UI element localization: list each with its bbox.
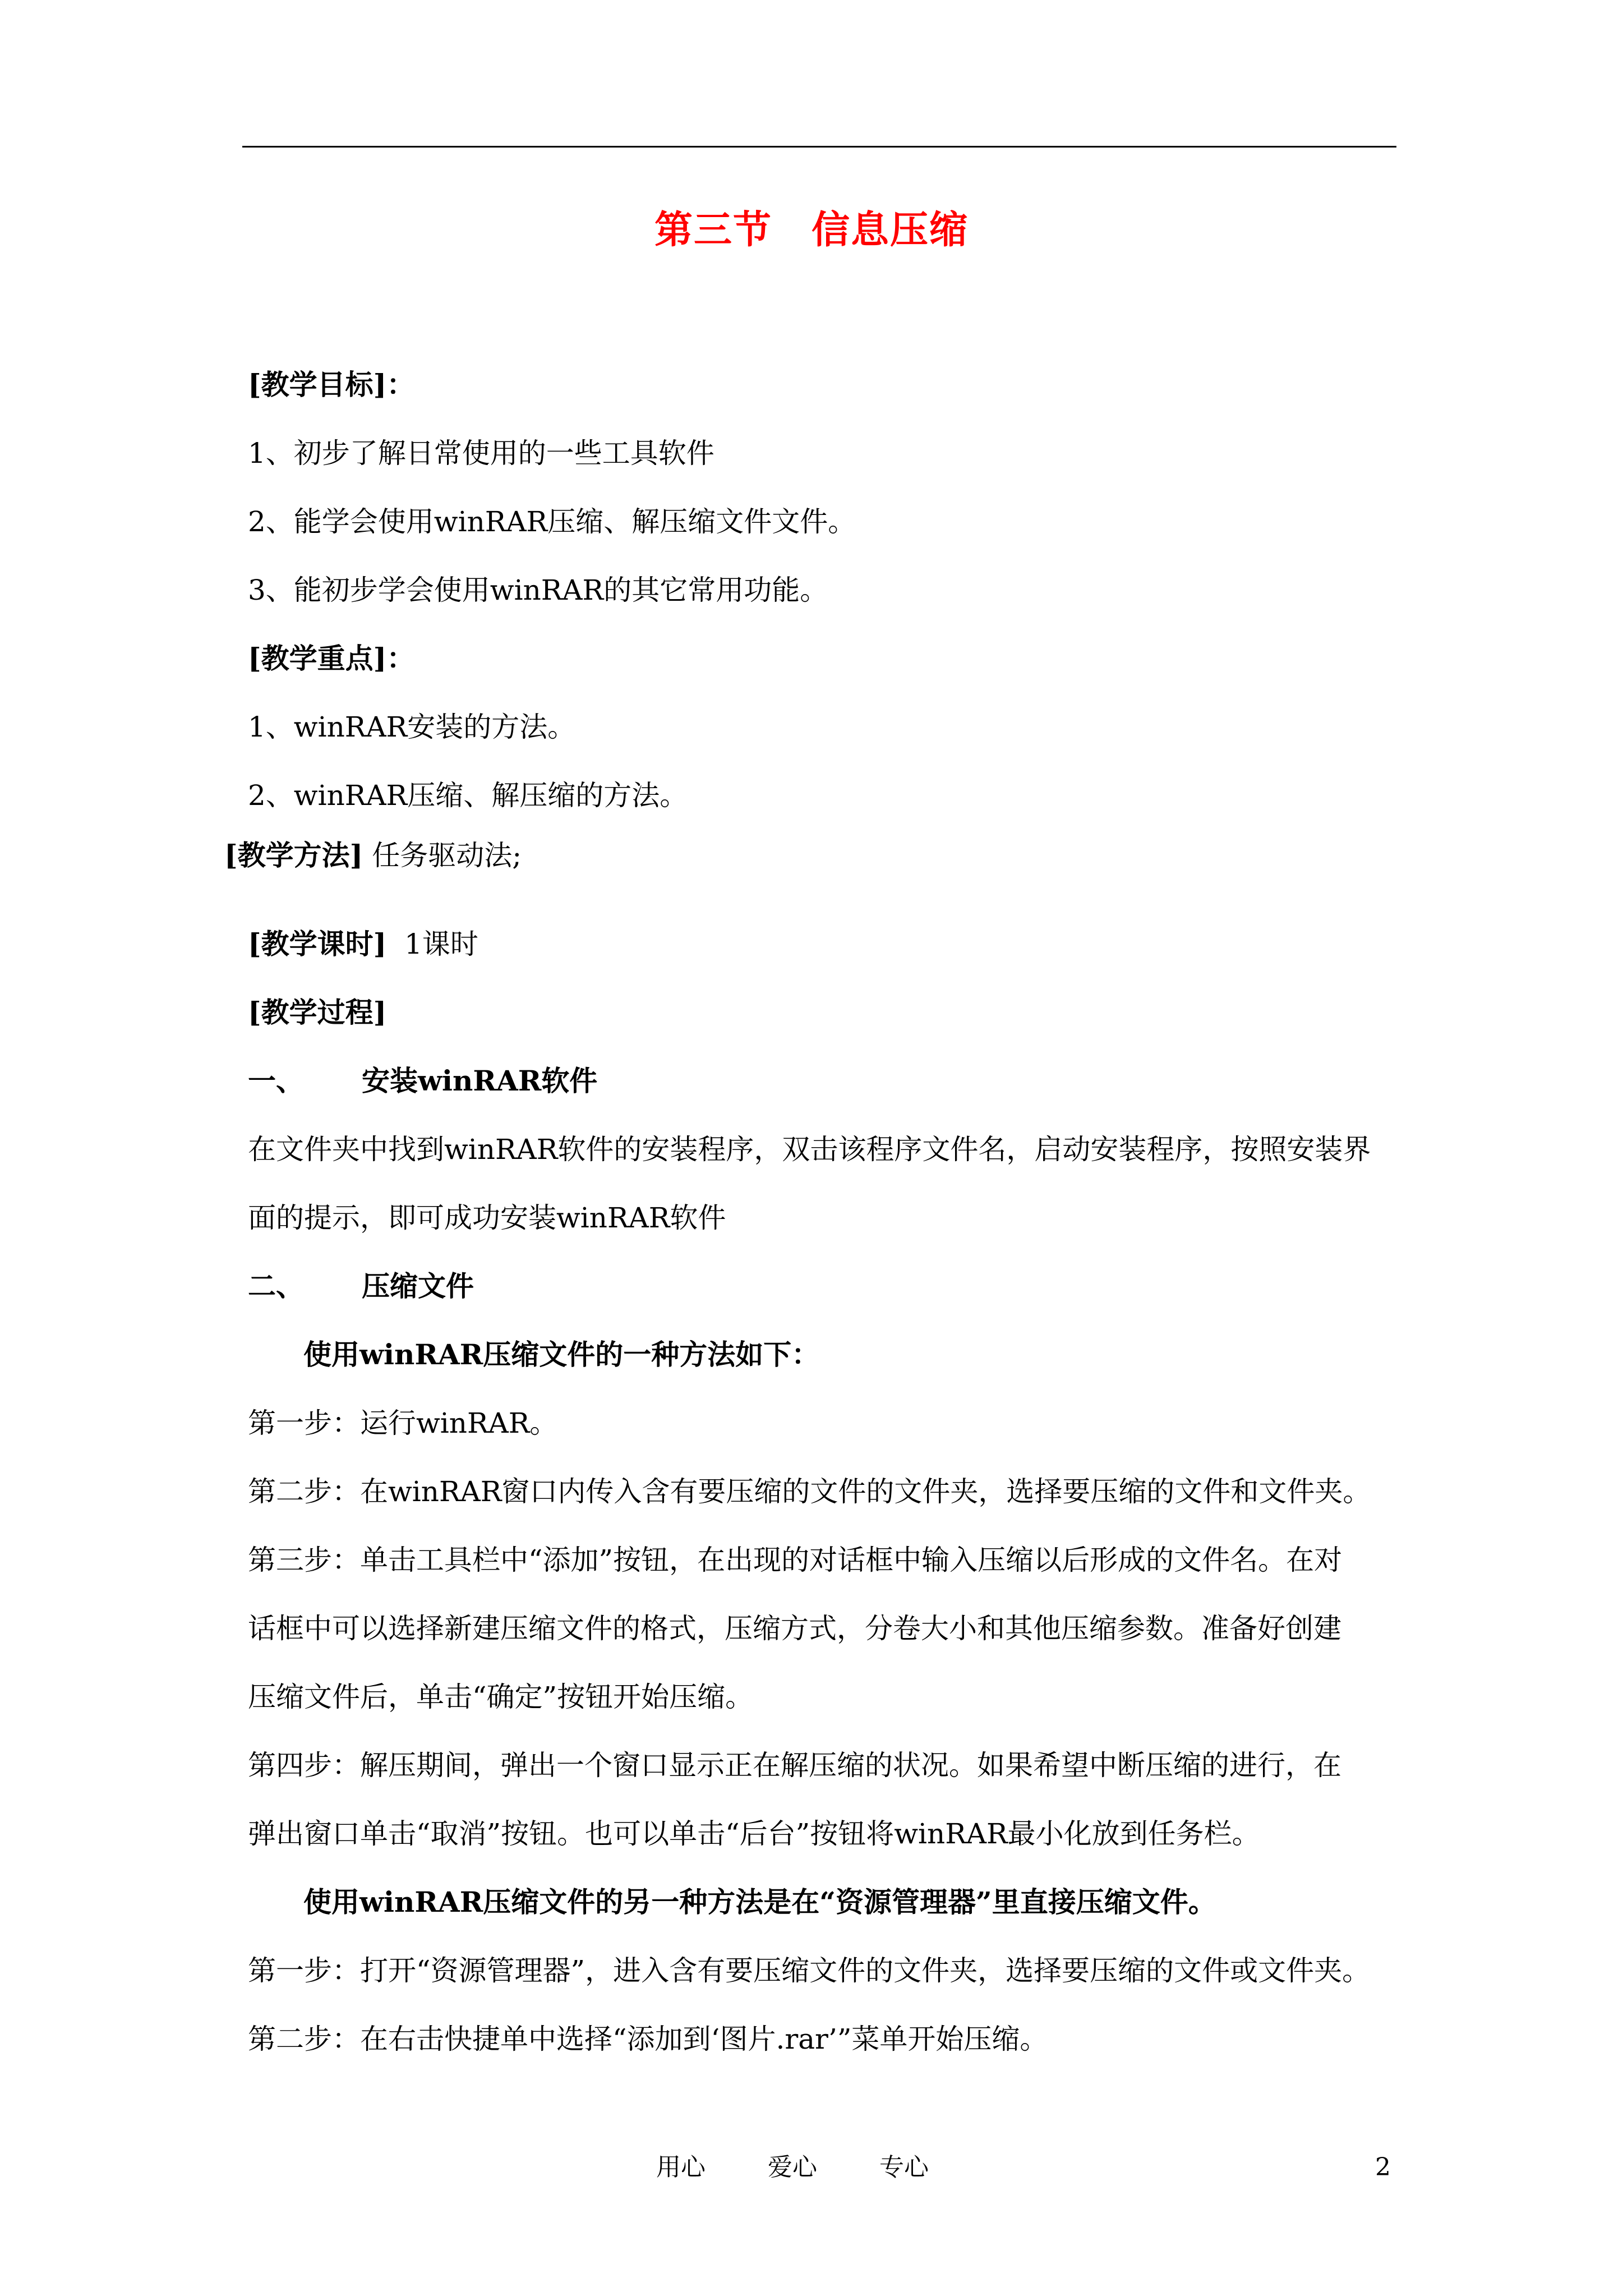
section1-number: 一、 — [248, 1064, 304, 1097]
teaching-period-label: [教学课时] — [248, 927, 387, 960]
page-title: 第三节 信息压缩 — [654, 208, 969, 252]
method1-step-line: 第一步：运行winRAR。 — [248, 1407, 558, 1439]
process-heading: [教学过程] — [248, 996, 387, 1029]
method2-step-line: 第二步：在右击快捷单中选择“添加到‘图片.rar’”菜单开始压缩。 — [248, 2023, 1048, 2055]
teaching-method — [224, 839, 522, 872]
page-number: 2 — [1375, 2153, 1391, 2182]
footer-motto-3: 专心 — [879, 2153, 929, 2182]
section2-number: 二、 — [248, 1269, 304, 1303]
method1-step-line: 弹出窗口单击“取消”按钮。也可以单击“后台”按钮将winRAR最小化放到任务栏。 — [248, 1818, 1260, 1850]
footer-motto-2: 爱心 — [768, 2153, 817, 2182]
section1-title: 安装winRAR软件 — [362, 1064, 598, 1097]
footer-motto-1: 用心 — [656, 2153, 706, 2182]
method1-step-line: 第四步：解压期间，弹出一个窗口显示正在解压缩的状况。如果希望中断压缩的进行，在 — [248, 1749, 1341, 1782]
method1-heading: 使用winRAR压缩文件的一种方法如下： — [303, 1338, 820, 1371]
teaching-method-label: [教学方法] — [224, 839, 363, 872]
method1-step-line: 第二步：在winRAR窗口内传入含有要压缩的文件的文件夹，选择要压缩的文件和文件夹。 — [248, 1475, 1371, 1508]
method2-heading: 使用winRAR压缩文件的另一种方法是在“资源管理器”里直接压缩文件。 — [303, 1885, 1216, 1918]
section2-title: 压缩文件 — [362, 1269, 474, 1303]
key-point-item: 1、winRAR安装的方法。 — [248, 711, 576, 743]
teaching-method-value: 任务驱动法; — [363, 839, 522, 872]
objective-item: 2、能学会使用winRAR压缩、解压缩文件文件。 — [248, 505, 856, 538]
method1-step-line: 话框中可以选择新建压缩文件的格式，压缩方式，分卷大小和其他压缩参数。准备好创建 — [248, 1612, 1341, 1645]
teaching-period — [248, 927, 478, 960]
method2-step-line: 第一步：打开“资源管理器”，进入含有要压缩文件的文件夹，选择要压缩的文件或文件夹。 — [248, 1954, 1371, 1987]
objective-item: 1、初步了解日常使用的一些工具软件 — [248, 437, 714, 470]
teaching-period-value: 1课时 — [386, 928, 478, 960]
objectives-heading: [教学目标]： — [248, 368, 415, 401]
method1-step-line: 压缩文件后，单击“确定”按钮开始压缩。 — [248, 1681, 754, 1713]
section1-paragraph-line: 面的提示，即可成功安装winRAR软件 — [248, 1202, 726, 1234]
key-point-item: 2、winRAR压缩、解压缩的方法。 — [248, 779, 688, 812]
key-points-heading: [教学重点]： — [248, 642, 415, 675]
header-rule — [242, 146, 1396, 148]
section1-paragraph-line: 在文件夹中找到winRAR软件的安装程序，双击该程序文件名，启动安装程序，按照安装界 — [248, 1133, 1371, 1166]
method1-step-line: 第三步：单击工具栏中“添加”按钮，在出现的对话框中输入压缩以后形成的文件名。在对 — [248, 1544, 1343, 1576]
objective-item: 3、能初步学会使用winRAR的其它常用功能。 — [248, 574, 828, 606]
